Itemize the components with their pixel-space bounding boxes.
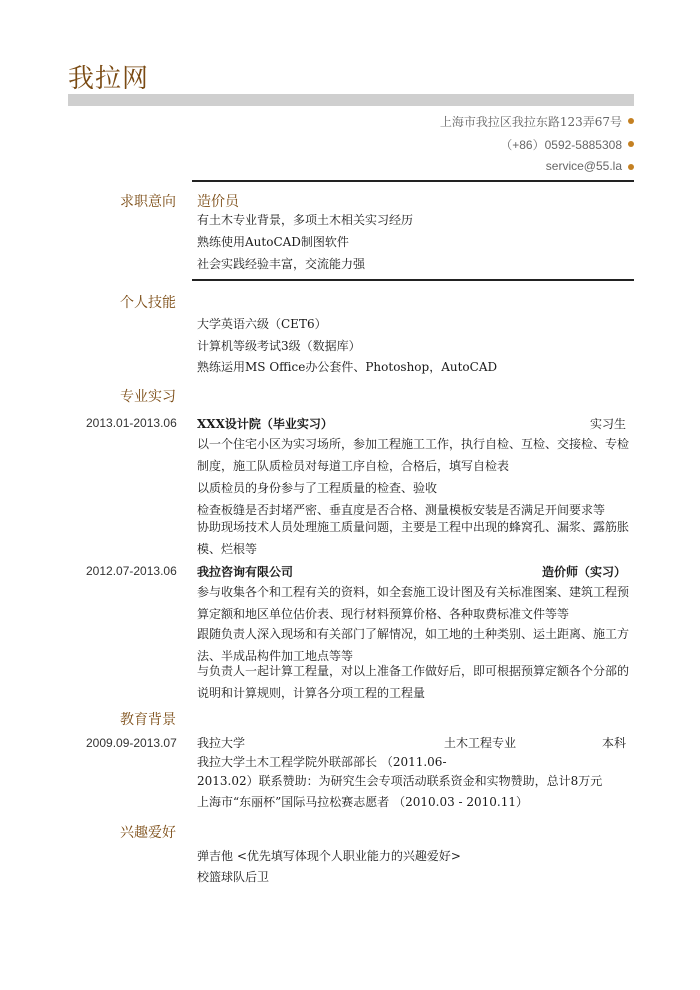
education-detail: 上海市“东丽杯”国际马拉松赛志愿者 （2010.03 - 2010.11） <box>197 795 529 809</box>
education-school: 我拉大学 <box>197 736 246 750</box>
entry-detail: 跟随负责人深入现场和有关部门了解情况，如工地的土种类别、运土距离、施工方法、半成品构件加工地点等等 <box>197 627 630 663</box>
objective-item: 有土木专业背景，多项土木相关实习经历 <box>197 213 414 227</box>
education-major: 土木工程专业 <box>444 736 517 750</box>
education-detail: 2013.02）联系赞助：为研究生会专项活动联系资金和实物赞助，总计8万元 <box>197 774 603 788</box>
section-divider <box>192 180 634 182</box>
entry-detail: 以一个住宅小区为实习场所，参加工程施工工作，执行自检、互检、交接检、专检制度，施工队质检员对每道工序自检，合格后，填写自检表 <box>197 437 630 473</box>
candidate-name: 我拉网 <box>68 64 150 94</box>
objective-item: 社会实践经验丰富，交流能力强 <box>197 257 366 271</box>
contact-email: service@55.la <box>545 159 622 173</box>
section-title-internship: 专业实习 <box>120 389 176 405</box>
entry-organization: 我拉咨询有限公司 <box>197 565 294 579</box>
entry-role: 实习生 <box>589 417 626 431</box>
target-position: 造价员 <box>197 194 239 210</box>
entry-role: 造价师（实习） <box>541 565 626 579</box>
bullet-dot-icon <box>628 118 634 124</box>
entry-detail: 检查板缝是否封堵严密、垂直度是否合格、测量模板安装是否满足开间要求等 <box>197 503 606 517</box>
bullet-dot-icon <box>628 141 634 147</box>
hobby-item: 校篮球队后卫 <box>197 870 270 884</box>
education-detail: 我拉大学土木工程学院外联部部长 （2011.06- <box>197 755 447 769</box>
entry-detail: 以质检员的身份参与了工程质量的检查、验收 <box>197 481 438 495</box>
skill-item: 计算机等级考试3级（数据库） <box>197 339 361 353</box>
objective-item: 熟练使用AutoCAD制图软件 <box>197 235 349 249</box>
entry-organization: XXX设计院（毕业实习） <box>197 417 333 431</box>
section-title-education: 教育背景 <box>120 712 176 728</box>
entry-date: 2013.01-2013.06 <box>86 416 177 430</box>
skill-item: 大学英语六级（CET6） <box>197 317 327 331</box>
entry-detail: 参与收集各个和工程有关的资料，如全套施工设计图及有关标准图案、建筑工程预算定额和地区单位估价表、现行材料预算价格、各种取费标准文件等等 <box>197 585 630 621</box>
contact-address: 上海市我拉区我拉东路123弄67号 <box>439 115 622 129</box>
entry-detail: 协助现场技术人员处理施工质量问题，主要是工程中出现的蜂窝孔、漏浆、露筋胀模、烂根等 <box>197 520 630 556</box>
education-degree: 本科 <box>601 736 626 750</box>
entry-detail: 与负责人一起计算工程量，对以上准备工作做好后，即可根据预算定额各个分部的说明和计算规则，计算各分项工程的工程量 <box>197 664 630 700</box>
section-divider <box>192 279 634 281</box>
entry-date: 2012.07-2013.06 <box>86 564 177 578</box>
skill-item: 熟练运用MS Office办公套件、Photoshop，AutoCAD <box>197 360 498 374</box>
header-divider <box>68 94 634 106</box>
contact-phone: （+86）0592-5885308 <box>500 138 622 152</box>
hobby-item: 弹吉他 <优先填写体现个人职业能力的兴趣爱好> <box>197 849 461 863</box>
section-title-skills: 个人技能 <box>120 295 176 311</box>
education-date: 2009.09-2013.07 <box>86 736 177 750</box>
section-title-hobbies: 兴趣爱好 <box>120 825 176 841</box>
bullet-dot-icon <box>628 164 634 170</box>
section-title-objective: 求职意向 <box>120 194 176 210</box>
